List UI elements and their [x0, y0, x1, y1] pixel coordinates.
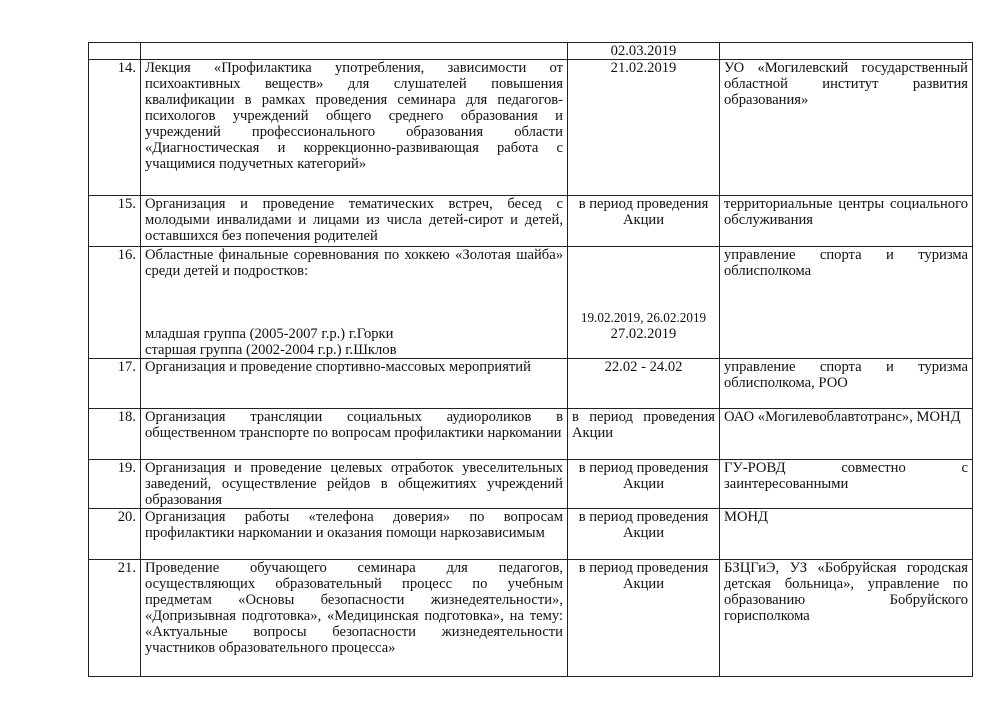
event-date: [568, 247, 720, 359]
event-date: в период проведения Акции: [568, 409, 720, 460]
table-row: [89, 560, 973, 677]
event-date: в период проведения Акции: [568, 509, 720, 560]
table-row: [89, 359, 973, 409]
table-row: [89, 43, 973, 60]
event-date: 21.02.2019: [568, 60, 720, 196]
row-number: 18.: [89, 409, 141, 460]
event-date: в период проведения Акции: [568, 460, 720, 509]
event-description: Проведение обучающего семинара для педагогов, осуществляющих образовательный процесс по учебным предметам «Основы безопасности жизнедеятельности», «Допризывная подготовка», «Медицинская подготовка», на тему: «Актуальные вопросы безопасности жизнедеятельности участников образовательного процесса»: [141, 560, 568, 677]
row-number: 15.: [89, 196, 141, 247]
responsible-organization: управление спорта и туризма облисполкома, РОО: [720, 359, 973, 409]
table-row: [89, 509, 973, 560]
event-date: 22.02 - 24.02: [568, 359, 720, 409]
row-number: [89, 43, 141, 60]
event-description: Организация работы «телефона доверия» по вопросам профилактики наркомании и оказания помощи наркозависимым: [141, 509, 568, 560]
event-description: Организация и проведение тематических встреч, бесед с молодыми инвалидами и лицами из числа детей-сирот и детей, оставшихся без попечения родителей: [141, 196, 568, 247]
event-description: [141, 43, 568, 60]
row-number: 16.: [89, 247, 141, 359]
event-description: Организация и проведение целевых отработок увеселительных заведений, осуществление рейдов в общежитиях учреждений образования: [141, 460, 568, 509]
event-description: [141, 247, 568, 359]
event-plan-table: [88, 42, 973, 677]
responsible-organization: [720, 43, 973, 60]
event-description: Организация трансляции социальных аудиороликов в общественном транспорте по вопросам профилактики наркомании: [141, 409, 568, 460]
row-number: 21.: [89, 560, 141, 677]
row-number: 17.: [89, 359, 141, 409]
table-row: [89, 196, 973, 247]
responsible-organization: ГУ-РОВД совместно с заинтересованными: [720, 460, 973, 509]
responsible-organization: УО «Могилевский государственный областной институт развития образования»: [720, 60, 973, 196]
row-number: 14.: [89, 60, 141, 196]
responsible-organization: ОАО «Могилевоблавтотранс», МОНД: [720, 409, 973, 460]
event-description-intro: Областные финальные соревнования по хоккею «Золотая шайба» среди детей и подростков:: [145, 247, 563, 279]
event-date: 02.03.2019: [568, 43, 720, 60]
event-description: Организация и проведение спортивно-массовых мероприятий: [141, 359, 568, 409]
responsible-organization: управление спорта и туризма облисполкома: [720, 247, 973, 359]
junior-group-line: младшая группа (2005-2007 г.р.) г.Горки: [145, 326, 394, 342]
row-number: 19.: [89, 460, 141, 509]
event-date: в период проведения Акции: [568, 560, 720, 677]
event-date: в период проведения Акции: [568, 196, 720, 247]
junior-group-dates: 19.02.2019, 26.02.2019: [580, 310, 707, 325]
table-row: [89, 60, 973, 196]
table-row: [89, 409, 973, 460]
responsible-organization: территориальные центры социального обслуживания: [720, 196, 973, 247]
event-description: Лекция «Профилактика употребления, зависимости от психоактивных веществ» для слушателей повышения квалификации в рамках проведения семинара для педагогов-психологов учреждений общего среднего образования и учреждений профессионального образования области «Диагностическая и коррекционно-развивающая работа с учащимися подучетных категорий»: [141, 60, 568, 196]
senior-group-date: 27.02.2019: [610, 326, 677, 342]
responsible-organization: БЗЦГиЭ, УЗ «Бобруйская городская детская больница», управление по образованию Бобруйского горисполкома: [720, 560, 973, 677]
senior-group-line: старшая группа (2002-2004 г.р.) г.Шклов: [145, 342, 397, 358]
table-row: [89, 247, 973, 359]
table-row: [89, 460, 973, 509]
responsible-organization: МОНД: [720, 509, 973, 560]
row-number: 20.: [89, 509, 141, 560]
